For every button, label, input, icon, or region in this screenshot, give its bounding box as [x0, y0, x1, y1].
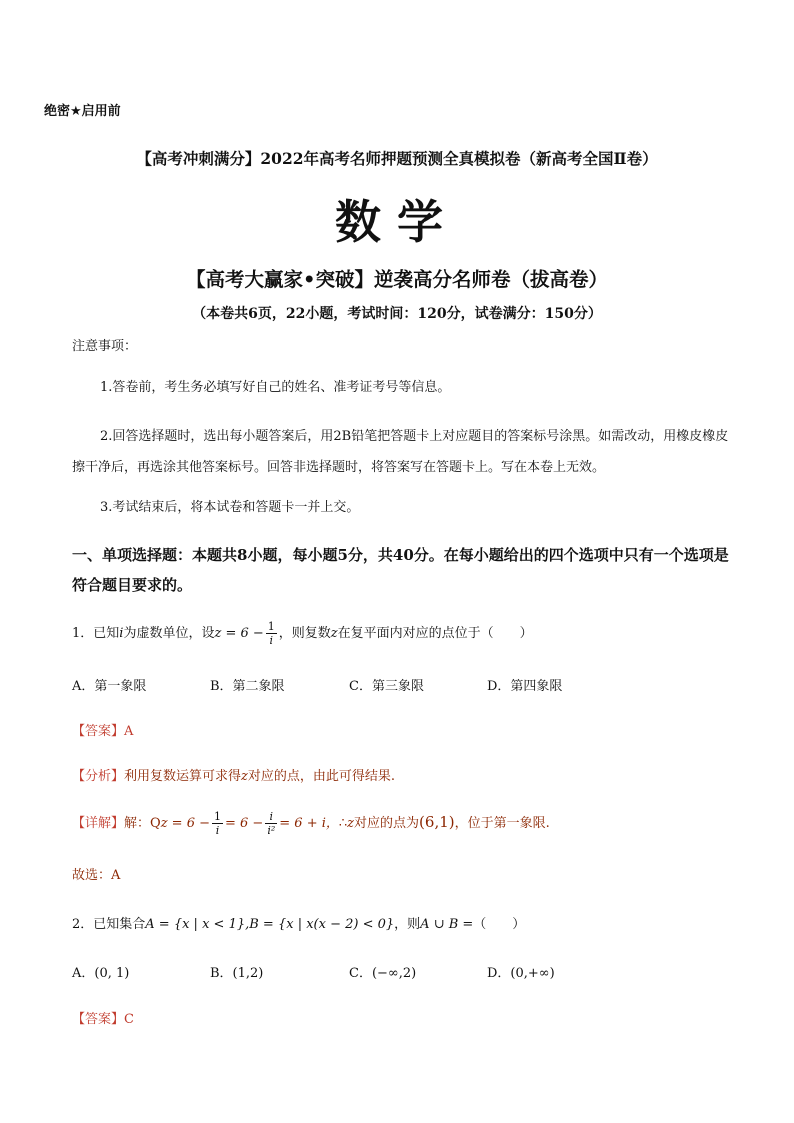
q2-answer	[72, 1008, 134, 1027]
q2-set-a: A = {x | x < 1}	[145, 917, 246, 932]
q2-mid: ，则	[394, 917, 421, 932]
q1-analysis-text-a: 利用复数运算可求得	[124, 769, 242, 784]
q1-detail-result: = 6 + i，	[279, 816, 339, 831]
q2-suffix: （ ）	[473, 917, 526, 932]
q1-option-a: A．第一象限	[72, 679, 147, 694]
q1-detail-point: (6,1)	[419, 813, 455, 831]
q1-detail-frac1-den: i	[215, 824, 220, 837]
q1-frac-denominator: i	[269, 634, 274, 647]
q2-option-d: D．(0,+∞)	[487, 966, 555, 981]
q1-detail-frac2-den: i²	[267, 824, 276, 837]
q1-detail-a: 解：Q	[124, 816, 161, 831]
q1-analysis-text-b: 对应的点，由此可得结果.	[247, 769, 396, 784]
q1-detail-b: 对应的点为	[354, 816, 420, 831]
q2-answer-value: C	[124, 1012, 134, 1027]
q1-z-symbol: z	[330, 626, 338, 641]
q2-separator: ,	[245, 917, 250, 932]
q1-detail-therefore: ∴	[338, 816, 348, 831]
q1-z-expression: z = 6 −	[214, 626, 264, 641]
q2-option-b: B．(1,2)	[210, 966, 264, 981]
q1-answer-tag: 【答案】	[72, 724, 125, 739]
subject-title: 数学	[335, 195, 459, 249]
q1-detail-eq: = 6 −	[225, 816, 264, 831]
notice-item-1: 1.答卷前，考生务必填写好自己的姓名、准考证考号等信息。	[100, 380, 451, 395]
q2-option-c: C．(−∞,2)	[349, 966, 417, 981]
q1-option-b: B．第二象限	[210, 679, 285, 694]
notice-item-2: 2.回答选择题时，选出每小题答案后，用2B铅笔把答题卡上对应题目的答案标号涂黑。如需改动，用橡皮橡皮擦干净后，再选涂其他答案标号。回答非选择题时，将答案写在答题卡上。写在本卷上无效。	[72, 429, 729, 475]
q1-fraction	[266, 620, 277, 647]
q1-suffix: 在复平面内对应的点位于（ ）	[337, 626, 533, 641]
notice-item-3: 3.考试结束后，将本试卷和答题卡一并上交。	[100, 500, 360, 515]
q1-detail-z2: z	[347, 816, 355, 831]
confidential-label: 绝密★启用前	[44, 104, 121, 119]
q1-mid1: 为虚数单位，设	[123, 626, 215, 641]
q1-detail	[72, 810, 550, 837]
q2-union: A ∪ B =	[420, 917, 474, 932]
q2-answer-tag: 【答案】	[72, 1012, 125, 1027]
q1-detail-c: ，位于第一象限.	[454, 816, 550, 831]
q1-answer-value: A	[124, 724, 134, 739]
q2-prefix: 2．已知集合	[72, 917, 146, 932]
q1-prefix: 1．已知	[72, 626, 120, 641]
notice-title: 注意事项：	[72, 339, 138, 354]
question-2	[72, 913, 525, 932]
question-1	[72, 620, 533, 647]
section-heading: 一、单项选择题：本题共8小题，每小题5分，共40分。在每小题给出的四个选项中只有一个选项是符合题目要求的。	[72, 546, 729, 594]
q1-option-c: C．第三象限	[349, 679, 424, 694]
q1-detail-fraction-2	[265, 810, 277, 837]
q1-detail-z-expr: z = 6 −	[160, 816, 210, 831]
q1-analysis-tag: 【分析】	[72, 769, 125, 784]
q1-answer	[72, 720, 133, 739]
q1-analysis-z: z	[241, 769, 248, 784]
q1-option-d: D．第四象限	[487, 679, 563, 694]
exam-info: （本卷共6页，22小题，考试时间：120分，试卷满分：150分）	[192, 306, 602, 322]
q2-option-a: A．(0, 1)	[72, 966, 130, 981]
paper-subtitle: 【高考大赢家•突破】逆袭高分名师卷（拔高卷）	[186, 268, 608, 291]
q1-detail-frac1-num: 1	[214, 810, 221, 823]
q1-mid2: ，则复数	[278, 626, 331, 641]
q1-detail-frac2-num: i	[265, 810, 277, 824]
q1-analysis	[72, 765, 395, 784]
q1-detail-fraction-1	[212, 810, 223, 837]
q1-detail-tag: 【详解】	[72, 816, 125, 831]
q1-frac-numerator: 1	[267, 620, 275, 633]
q2-set-b: B = {x | x(x − 2) < 0}	[249, 917, 395, 932]
q1-choice: 故选：A	[72, 868, 121, 883]
exam-title: 【高考冲刺满分】2022年高考名师押题预测全真模拟卷（新高考全国Ⅱ卷）	[136, 149, 658, 168]
q1-i-symbol: i	[119, 626, 124, 641]
